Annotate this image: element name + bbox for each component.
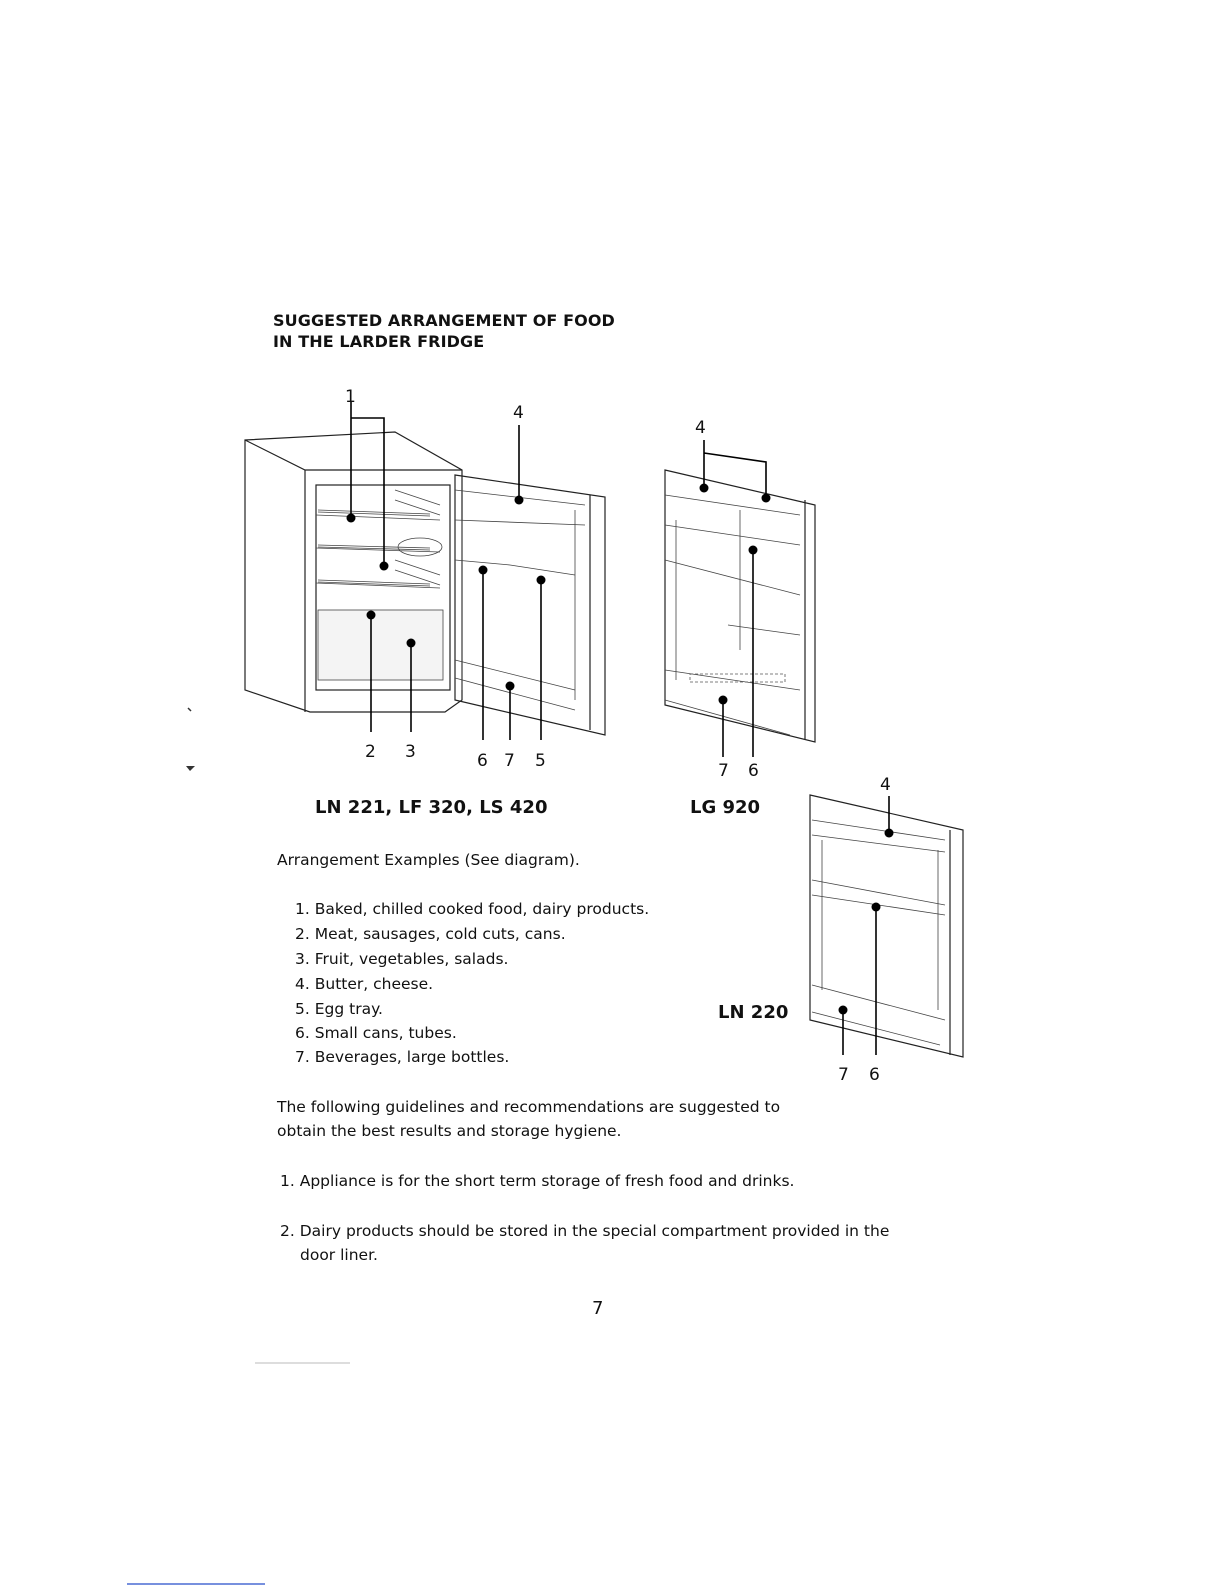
guidelines-intro-line2: obtain the best results and storage hygiene. (277, 1122, 622, 1140)
lg920-label-6: 6 (748, 761, 759, 781)
ln220-label-7: 7 (838, 1065, 849, 1085)
callout-label-7: 7 (504, 751, 515, 771)
callout-label-2: 2 (365, 742, 376, 762)
callout-label-4: 4 (513, 403, 524, 423)
list-item: 2. Meat, sausages, cold cuts, cans. (295, 925, 566, 943)
model-label-lg920: LG 920 (690, 797, 761, 818)
model-label-ln220: LN 220 (718, 1002, 789, 1023)
guideline-item: 2. Dairy products should be stored in the special compartment provided in the (280, 1222, 890, 1240)
model-label-main: LN 221, LF 320, LS 420 (315, 797, 548, 818)
scan-mark (188, 708, 191, 711)
section-heading-line2: IN THE LARDER FRIDGE (273, 332, 485, 351)
fridge-open-illustration (245, 432, 605, 735)
callout-label-6: 6 (477, 751, 488, 771)
callout-label-5: 5 (535, 751, 546, 771)
list-item: 7. Beverages, large bottles. (295, 1048, 510, 1066)
guideline-item: 1. Appliance is for the short term storage of fresh food and drinks. (280, 1172, 795, 1190)
scan-mark (186, 766, 195, 771)
guidelines-intro-line1: The following guidelines and recommendations are suggested to (277, 1098, 781, 1116)
list-item: 1. Baked, chilled cooked food, dairy products. (295, 900, 650, 918)
ln220-label-4: 4 (880, 775, 891, 795)
ln220-label-6: 6 (869, 1065, 880, 1085)
list-item: 3. Fruit, vegetables, salads. (295, 950, 509, 968)
page-number: 7 (592, 1298, 604, 1319)
list-item: 6. Small cans, tubes. (295, 1024, 457, 1042)
list-item: 5. Egg tray. (295, 1000, 383, 1018)
lg920-label-7: 7 (718, 761, 729, 781)
lg920-label-4: 4 (695, 418, 706, 438)
guideline-item-continuation: door liner. (300, 1246, 378, 1264)
callout-label-3: 3 (405, 742, 416, 762)
section-heading-line1: SUGGESTED ARRANGEMENT OF FOOD (273, 311, 615, 330)
lg920-door-illustration (665, 470, 815, 742)
main-callouts (345, 387, 546, 771)
list-item: 4. Butter, cheese. (295, 975, 434, 993)
callout-label-1: 1 (345, 387, 356, 407)
arrangement-intro: Arrangement Examples (See diagram). (277, 851, 580, 869)
